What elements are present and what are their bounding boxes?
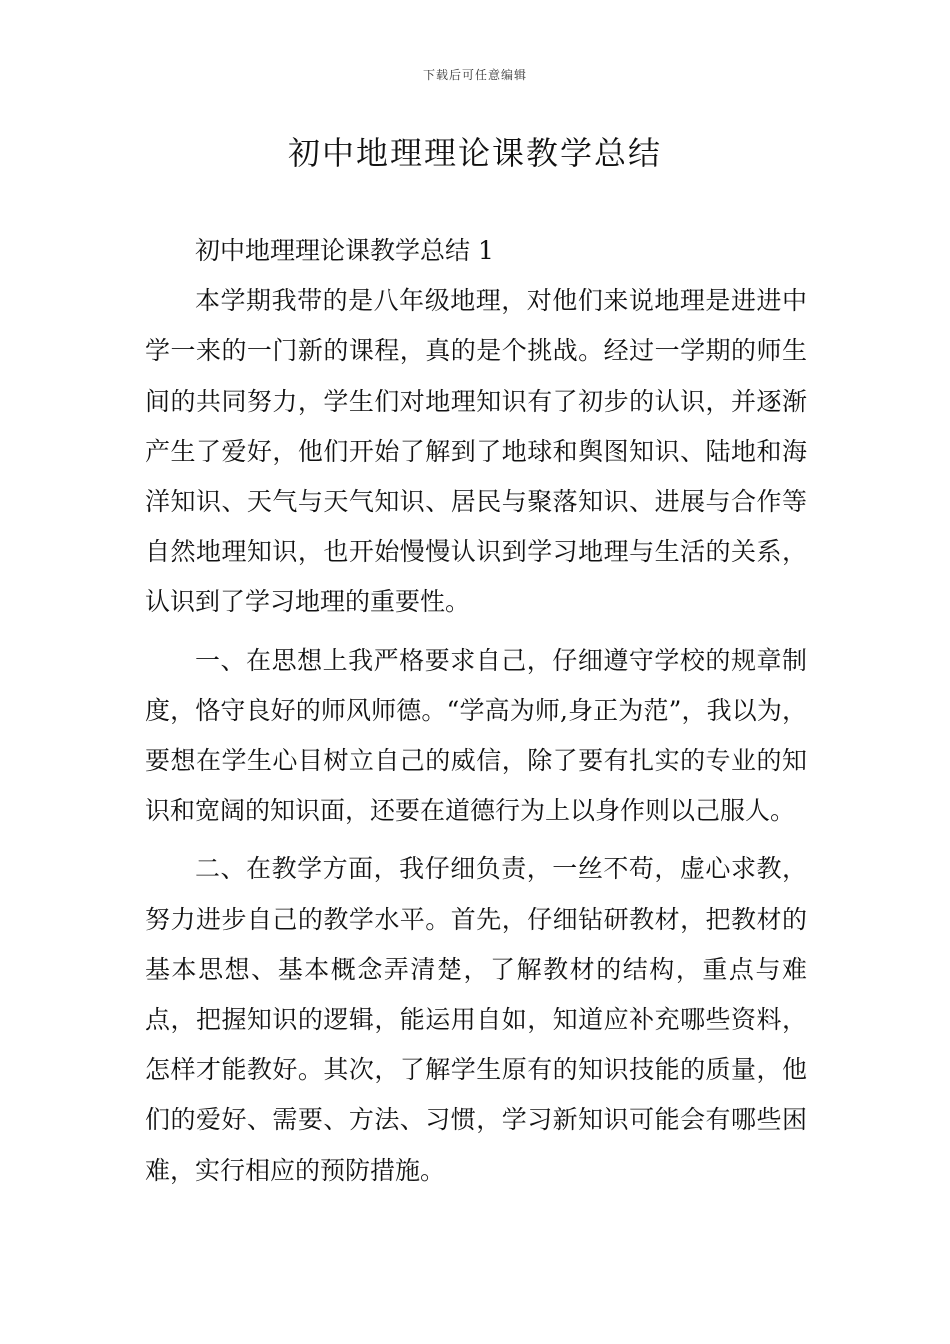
- paragraph-intro: 本学期我带的是八年级地理，对他们来说地理是进进中学一来的一门新的课程，真的是个挑战。经过一学期的师生间的共同努力，学生们对地理知识有了初步的认识，并逐渐产生了爱好，他们开始了解到了地球和舆图知识、陆地和海洋知识、天气与天气知识、居民与聚落知识、进展与合作等自然地理知识，也开始慢慢认识到学习地理与生活的关系，认识到了学习地理的重要性。: [145, 286, 807, 617]
- document-body: [145, 226, 807, 1196]
- section-heading: 初中地理理论课教学总结 1: [195, 236, 494, 265]
- document-title: 初中地理理论课教学总结: [287, 134, 662, 172]
- paragraph-teaching: 二、在教学方面，我仔细负责，一丝不苟，虚心求教，努力进步自己的教学水平。首先，仔细钻研教材，把教材的基本思想、基本概念弄清楚，了解教材的结构，重点与难点，把握知识的逻辑，能运用自如，知道应补充哪些资料，怎样才能教好。其次，了解学生原有的知识技能的质量，他们的爱好、需要、方法、习惯，学习新知识可能会有哪些困难，实行相应的预防措施。: [145, 854, 807, 1185]
- header-note: 下载后可任意编辑: [422, 68, 527, 82]
- paragraph-ideology: 一、在思想上我严格要求自己，仔细遵守学校的规章制度，恪守良好的师风师德。“学高为师,身正为范”，我以为，要想在学生心目树立自己的威信，除了要有扎实的专业的知识和宽阔的知识面，还要在道德行为上以身作则以己服人。: [145, 645, 807, 826]
